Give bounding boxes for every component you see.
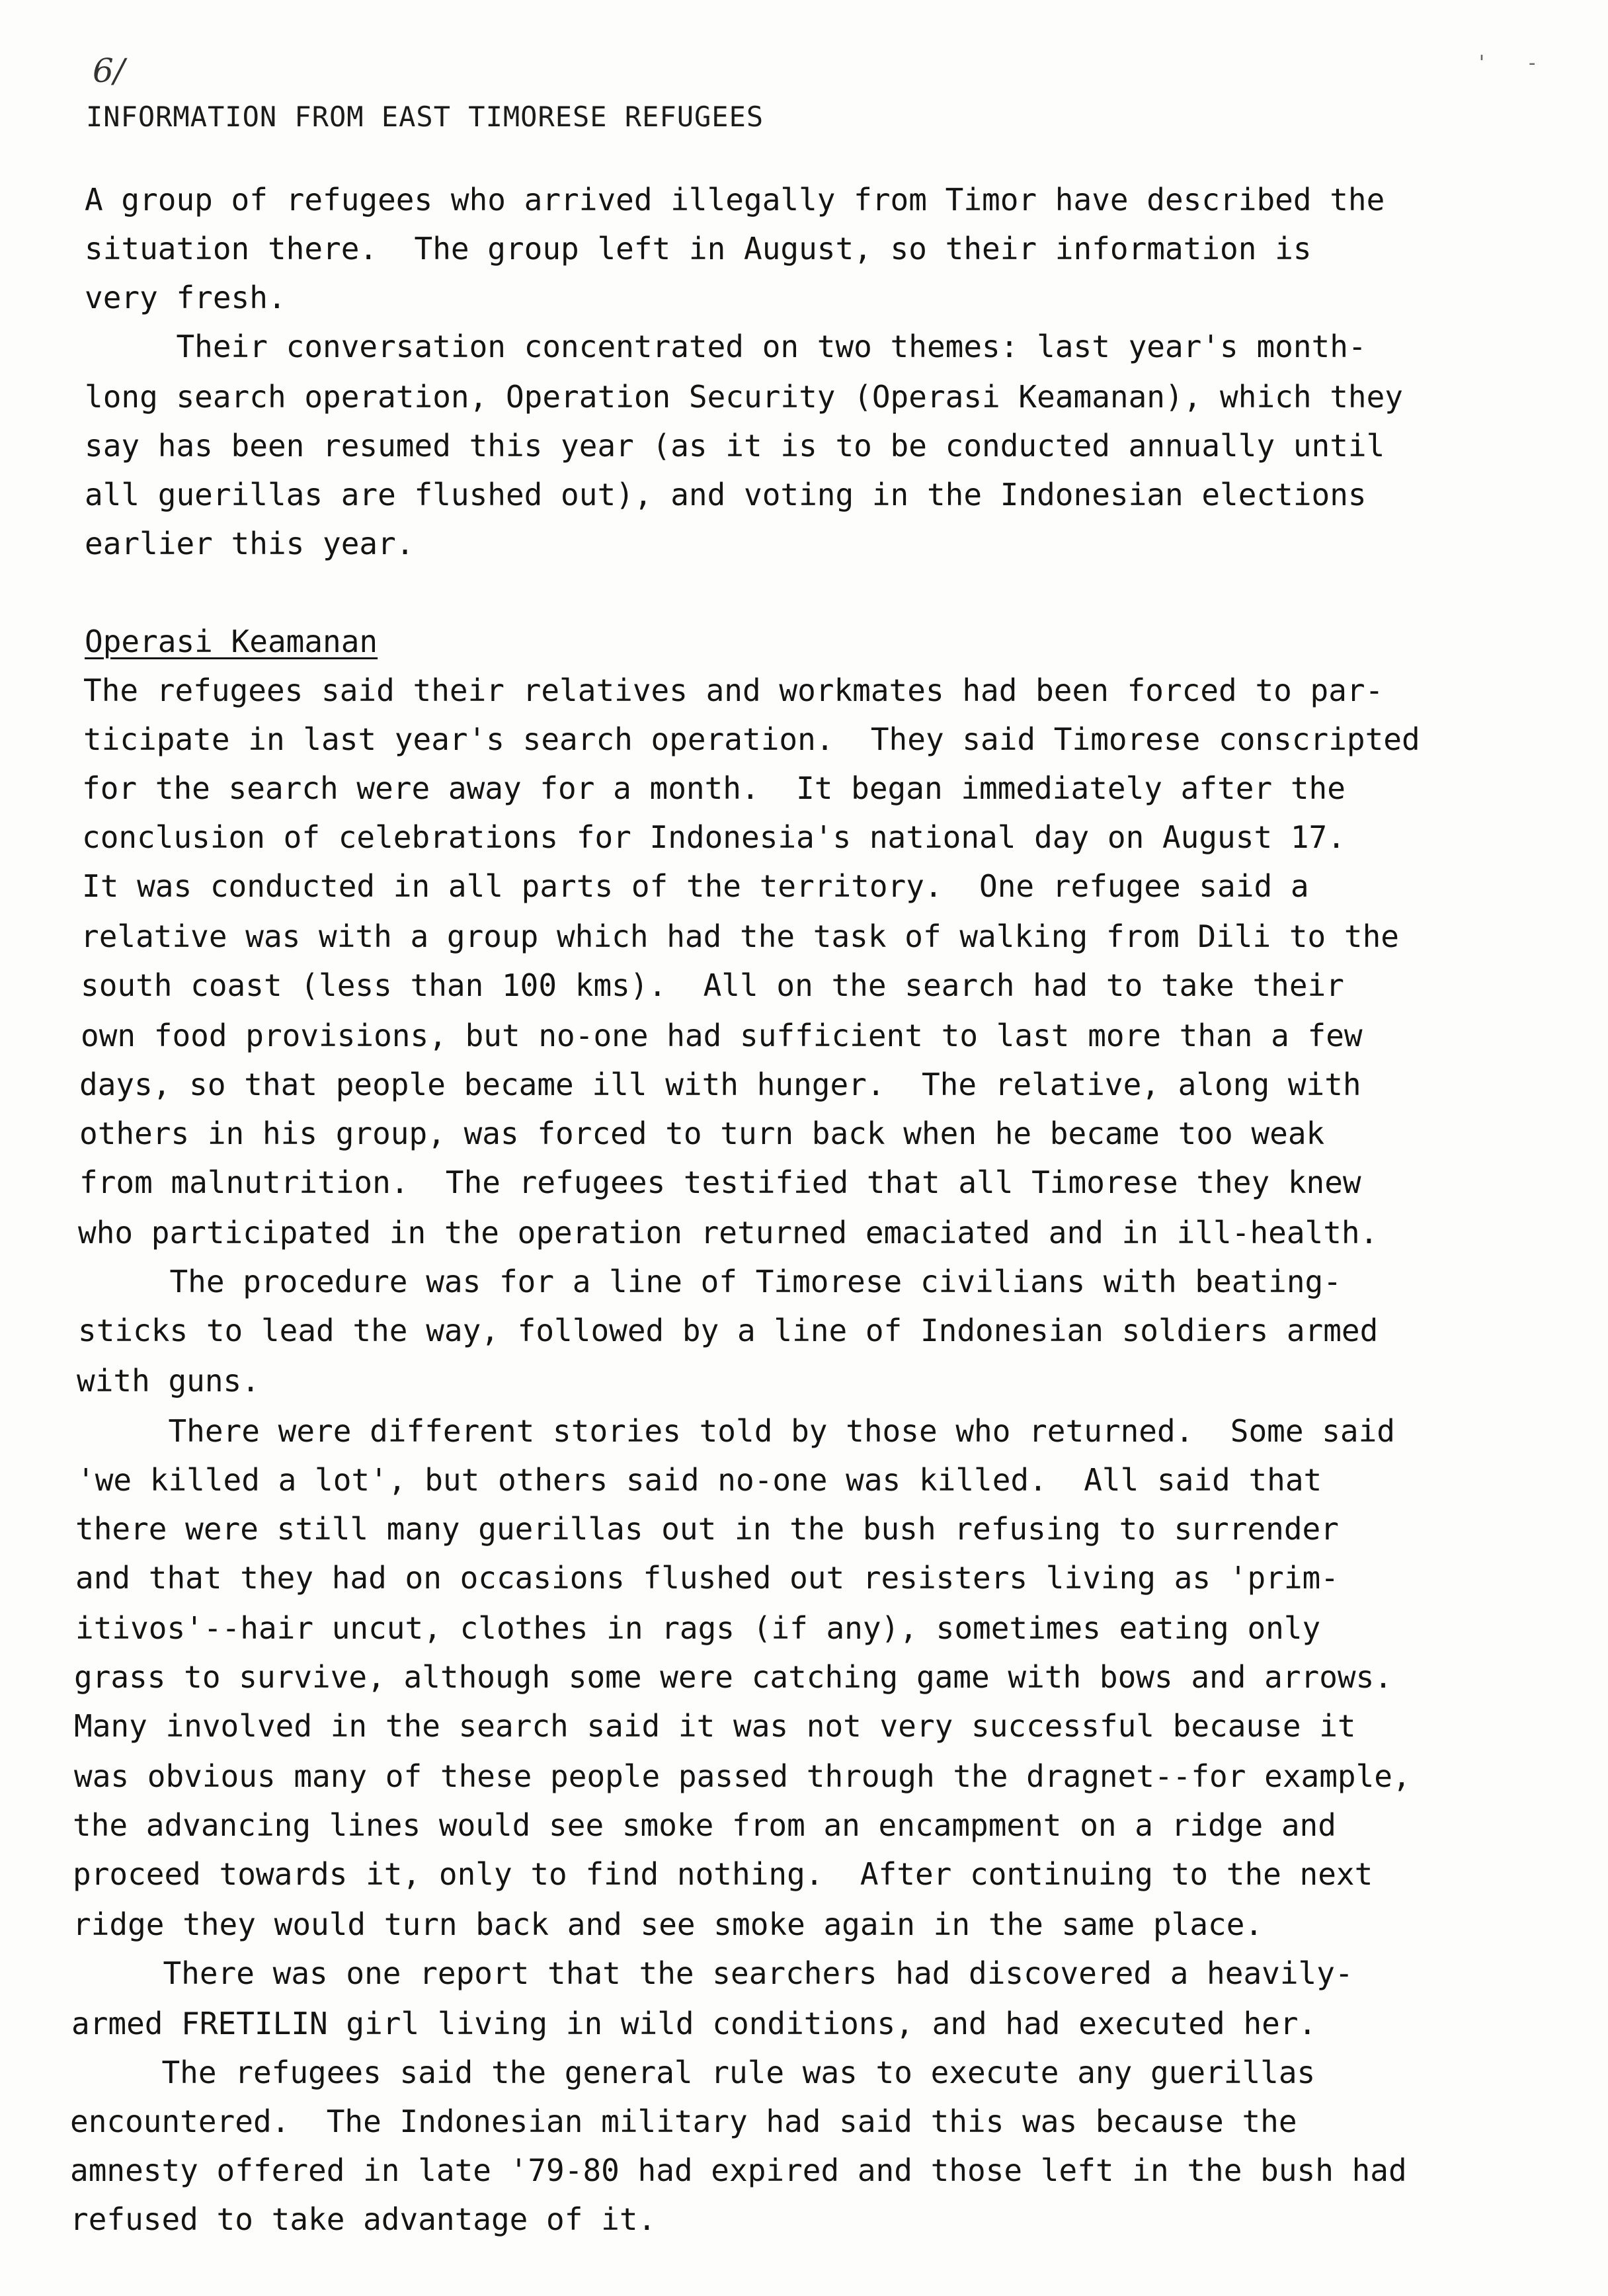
body-line: all guerillas are flushed out), and voting in the Indonesian elections [85, 477, 1367, 512]
body-line: there were still many guerillas out in the bush refusing to surrender [75, 1511, 1339, 1547]
body-line: say has been resumed this year (as it is to be conducted annually until [85, 428, 1385, 464]
body-line: for the search were away for a month. It began immediately after the [82, 770, 1346, 806]
body-line: The procedure was for a line of Timorese civilians with beating- [78, 1264, 1342, 1299]
body-line: others in his group, was forced to turn back when he became too weak [79, 1116, 1325, 1151]
body-line: was obvious many of these people passed through the dragnet--for example, [74, 1758, 1411, 1794]
body-line: situation there. The group left in August, so their information is [85, 231, 1312, 266]
body-line: refused to take advantage of it. [70, 2201, 657, 2237]
body-line: conclusion of celebrations for Indonesia's national day on August 17. [82, 819, 1346, 855]
body-line: The refugees said their relatives and workmates had been forced to par- [83, 673, 1384, 708]
body-line: who participated in the operation returned emaciated and in ill-health. [78, 1215, 1379, 1250]
body-line: armed FRETILIN girl living in wild conditions, and had executed her. [71, 2006, 1317, 2041]
body-line: A group of refugees who arrived illegally from Timor have described the [85, 182, 1385, 218]
body-line: Many involved in the search said it was not very successful because it [74, 1708, 1356, 1744]
body-line: south coast (less than 100 kms). All on the search had to take their [81, 967, 1344, 1003]
page-number: 6/ [93, 52, 125, 90]
body-line: long search operation, Operation Security (Operasi Keamanan), which they [85, 379, 1403, 415]
body-line: There was one report that the searchers had discovered a heavily- [71, 1955, 1353, 1991]
body-line: proceed towards it, only to find nothing. After continuing to the next [73, 1856, 1373, 1892]
body-line: sticks to lead the way, followed by a line of Indonesian soldiers armed [78, 1313, 1379, 1348]
body-line: and that they had on occasions flushed out resisters living as 'prim- [75, 1560, 1339, 1596]
body-line: earlier this year. [85, 526, 415, 561]
section-heading: Operasi Keamanan [85, 624, 378, 659]
body-line: amnesty offered in late '79-80 had expired and those left in the bush had [70, 2152, 1407, 2188]
body-line: It was conducted in all parts of the territory. One refugee said a [82, 868, 1309, 904]
body-line: own food provisions, but no-one had sufficient to last more than a few [81, 1018, 1363, 1053]
body-line: The refugees said the general rule was to execute any guerillas [70, 2055, 1316, 2090]
body-line: the advancing lines would see smoke from an encampment on a ridge and [73, 1807, 1336, 1843]
body-line: encountered. The Indonesian military had said this was because the [70, 2104, 1297, 2139]
document-title: INFORMATION FROM EAST TIMORESE REFUGEES [86, 101, 764, 133]
body-line: from malnutrition. The refugees testified that all Timorese they knew [79, 1165, 1361, 1200]
body-line: 'we killed a lot', but others said no-one was killed. All said that [77, 1462, 1322, 1498]
body-line: days, so that people became ill with hunger. The relative, along with [79, 1067, 1361, 1102]
body-line: grass to survive, although some were catching game with bows and arrows. [74, 1659, 1392, 1695]
body-line: relative was with a group which had the task of walking from Dili to the [81, 919, 1399, 954]
body-line: ridge they would turn back and see smoke again in the same place. [73, 1906, 1264, 1942]
body-line: very fresh. [85, 280, 286, 315]
body-line: with guns. [77, 1363, 260, 1399]
corner-mark: ' - [1476, 52, 1552, 75]
body-line: There were different stories told by those who returned. Some said [77, 1413, 1395, 1449]
body-line: Their conversation concentrated on two themes: last year's month- [85, 329, 1367, 364]
body-line: itivos'--hair uncut, clothes in rags (if any), sometimes eating only [75, 1610, 1321, 1646]
body-line: ticipate in last year's search operation. They said Timorese conscripted [83, 721, 1420, 757]
